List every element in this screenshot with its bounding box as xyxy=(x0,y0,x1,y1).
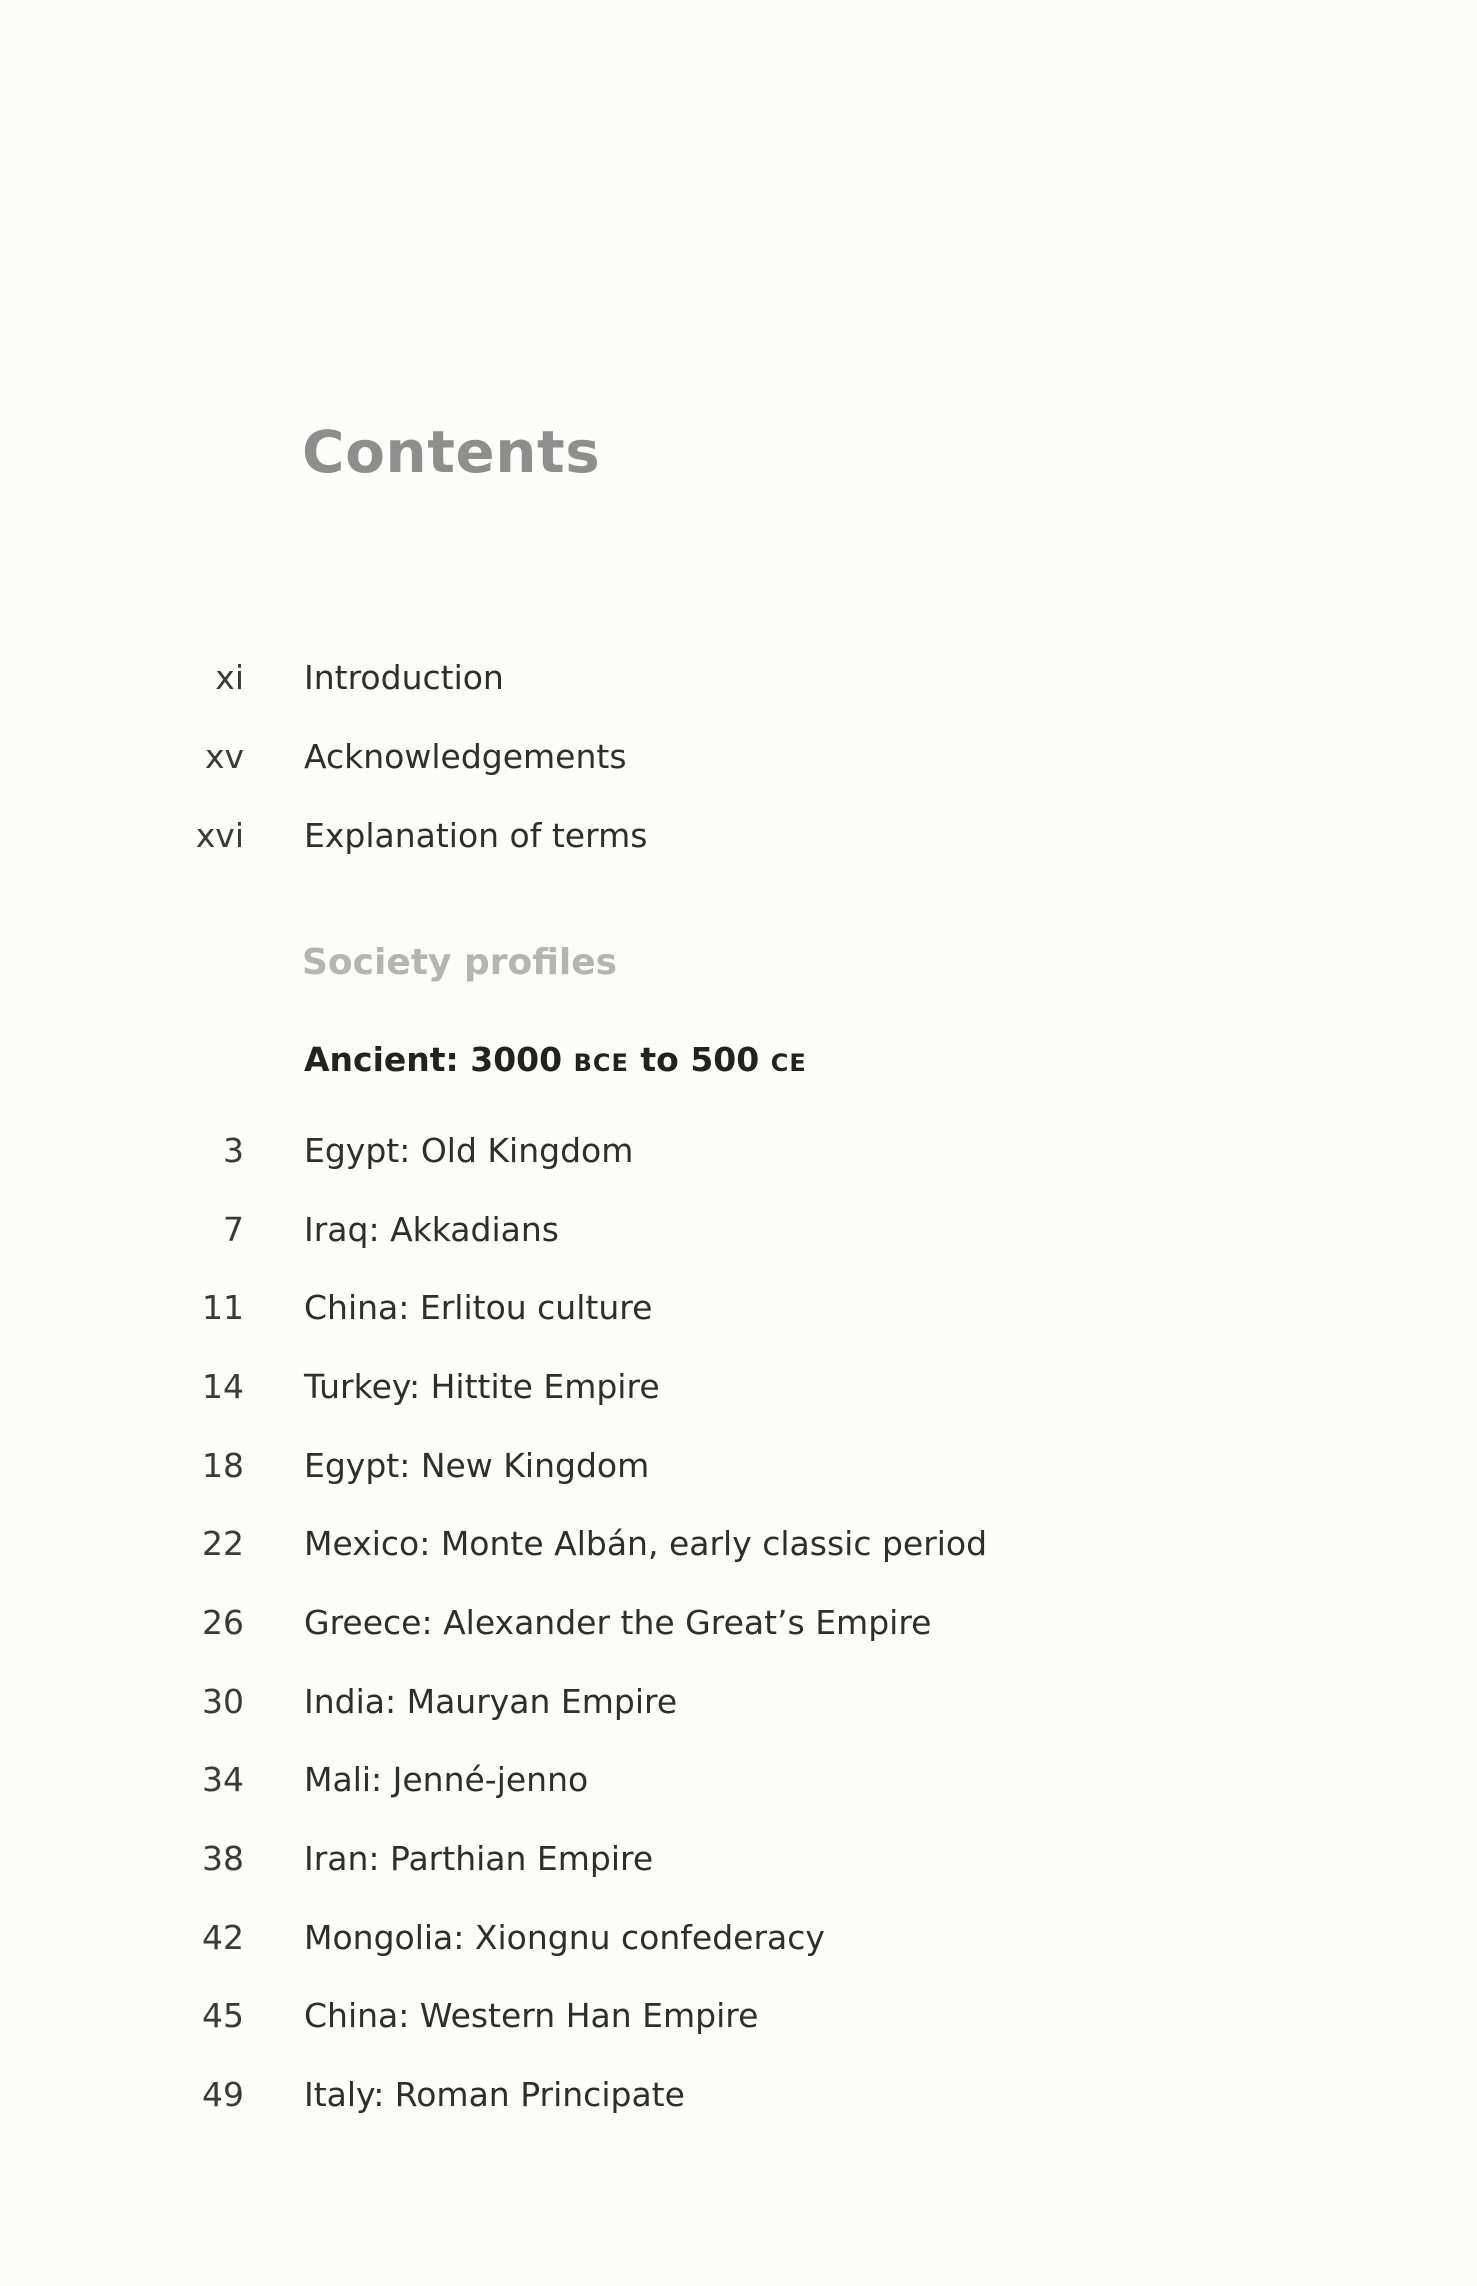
toc-entry[interactable] xyxy=(0,1829,1477,1889)
toc-page-number: 7 xyxy=(223,1210,244,1249)
toc-entry-title: Greece: Alexander the Great’s Empire xyxy=(304,1603,932,1642)
toc-page-number: 3 xyxy=(223,1131,244,1170)
toc-entry[interactable] xyxy=(0,1200,1477,1260)
toc-entry-title: Acknowledgements xyxy=(304,737,627,776)
toc-page-number: 22 xyxy=(202,1524,244,1563)
toc-entry-title: Italy: Roman Principate xyxy=(304,2075,685,2114)
toc-entry-title: Turkey: Hittite Empire xyxy=(304,1367,660,1406)
toc-entry[interactable] xyxy=(0,727,1477,787)
toc-page-number: 42 xyxy=(202,1918,244,1957)
era-bce: BCE xyxy=(573,1049,629,1077)
toc-page-number: xv xyxy=(204,737,244,776)
toc-page-number: 34 xyxy=(202,1760,244,1799)
subsection-mid: to 500 xyxy=(640,1040,760,1079)
toc-entry-title: Mongolia: Xiongnu confederacy xyxy=(304,1918,825,1957)
toc-entry[interactable] xyxy=(0,1436,1477,1496)
toc-page-number: xi xyxy=(215,658,244,697)
toc-entry-title: China: Western Han Empire xyxy=(304,1996,759,2035)
toc-entry[interactable] xyxy=(0,1750,1477,1810)
section-heading: Society profiles xyxy=(302,942,618,983)
toc-entry[interactable] xyxy=(0,1278,1477,1338)
toc-entry-title: Iran: Parthian Empire xyxy=(304,1839,654,1878)
toc-entry-title: Iraq: Akkadians xyxy=(304,1210,559,1249)
toc-page-number: 30 xyxy=(202,1682,244,1721)
toc-page-number: 45 xyxy=(202,1996,244,2035)
toc-page-number: 18 xyxy=(202,1446,244,1485)
page-title: Contents xyxy=(302,418,601,486)
toc-entry[interactable] xyxy=(0,1357,1477,1417)
toc-entry[interactable] xyxy=(0,648,1477,708)
toc-entry[interactable] xyxy=(0,1593,1477,1653)
toc-page-number: 14 xyxy=(202,1367,244,1406)
toc-entry-title: Explanation of terms xyxy=(304,816,648,855)
subsection-heading xyxy=(304,1040,807,1079)
toc-entry-title: China: Erlitou culture xyxy=(304,1288,653,1327)
toc-entry[interactable] xyxy=(0,1514,1477,1574)
toc-page-number: 38 xyxy=(202,1839,244,1878)
toc-entry[interactable] xyxy=(0,1908,1477,1968)
era-ce: CE xyxy=(770,1049,807,1077)
toc-entry[interactable] xyxy=(0,1986,1477,2046)
toc-page-number: 11 xyxy=(202,1288,244,1327)
toc-page-number: xvi xyxy=(195,816,244,855)
toc-page-number: 49 xyxy=(202,2075,244,2114)
toc-entry-title: Egypt: Old Kingdom xyxy=(304,1131,634,1170)
toc-entry[interactable] xyxy=(0,2065,1477,2125)
toc-entry-title: Mexico: Monte Albán, early classic period xyxy=(304,1524,988,1563)
toc-entry-title: Introduction xyxy=(304,658,504,697)
toc-entry-title: Mali: Jenné-jenno xyxy=(304,1760,589,1799)
toc-entry[interactable] xyxy=(0,1121,1477,1181)
toc-entry-title: India: Mauryan Empire xyxy=(304,1682,678,1721)
subsection-label: Ancient: 3000 xyxy=(304,1040,563,1079)
toc-entry-title: Egypt: New Kingdom xyxy=(304,1446,650,1485)
toc-entry[interactable] xyxy=(0,1672,1477,1732)
toc-page-number: 26 xyxy=(202,1603,244,1642)
toc-entry[interactable] xyxy=(0,806,1477,866)
